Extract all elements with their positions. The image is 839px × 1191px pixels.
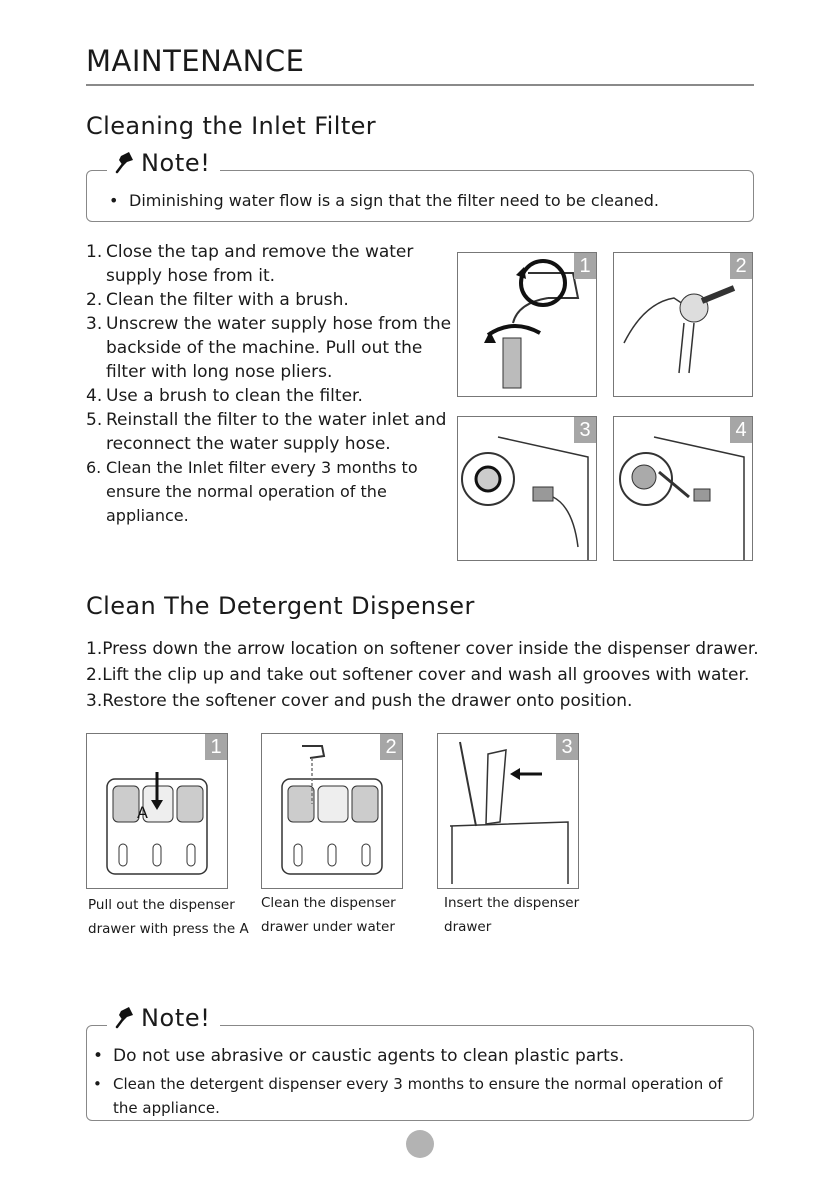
step-item: 1. Close the tap and remove the water supply hose from it.: [86, 242, 414, 286]
figure-number: 2: [730, 253, 752, 279]
note-header: [107, 1004, 220, 1032]
inlet-filter-note: [86, 149, 754, 222]
dispenser-step: 1.Press down the arrow location on softener cover inside the dispenser drawer.: [86, 639, 759, 659]
page-number-marker: [406, 1130, 434, 1158]
note-bullet: • Diminishing water flow is a sign that the filter need to be cleaned.: [109, 191, 659, 210]
step-item: 5. Reinstall the filter to the water inlet and reconnect the water supply hose.: [86, 410, 447, 454]
inlet-figure-4: [613, 416, 753, 561]
inlet-filter-steps: [86, 240, 456, 528]
figure-number: 1: [205, 734, 227, 760]
note-bullet: • Clean the detergent dispenser every 3 months to ensure the normal operation of the appliance.: [93, 1072, 733, 1120]
dispenser-heading: Clean The Detergent Dispenser: [86, 592, 475, 620]
bullet-dot-icon: •: [93, 1075, 102, 1093]
note-bullet: • Do not use abrasive or caustic agents to clean plastic parts.: [93, 1046, 625, 1066]
pushpin-icon: [113, 1005, 135, 1031]
step-item: 3. Unscrew the water supply hose from the backside of the machine. Pull out the filter with long nose pliers.: [86, 314, 452, 382]
dispenser-steps: [86, 636, 766, 714]
figure-3-caption: Insert the dispenser drawer: [444, 895, 580, 935]
title-divider: [86, 84, 754, 86]
bullet-dot-icon: •: [109, 191, 119, 210]
dispenser-step: 3.Restore the softener cover and push the drawer onto position.: [86, 691, 633, 711]
inlet-filter-heading: Cleaning the Inlet Filter: [86, 112, 377, 140]
dispenser-figure-1: [86, 733, 228, 889]
inlet-figure-3: [457, 416, 597, 561]
dispenser-figure-3: [437, 733, 579, 889]
figure-number: 3: [556, 734, 578, 760]
dispenser-figure-2: [261, 733, 403, 889]
figure-number: 4: [730, 417, 752, 443]
step-item: 2. Clean the filter with a brush.: [86, 290, 349, 310]
figure-2-caption: Clean the dispenser drawer under water: [261, 895, 396, 935]
bottom-note: [86, 1004, 754, 1121]
dispenser-step: 2.Lift the clip up and take out softener cover and wash all grooves with water.: [86, 665, 750, 685]
inlet-figure-1: [457, 252, 597, 397]
figure-number: 2: [380, 734, 402, 760]
page-title: MAINTENANCE: [86, 44, 305, 78]
figure-1-caption: Pull out the dispenser drawer with press the A: [88, 897, 249, 937]
note-label: Note!: [141, 149, 211, 177]
figure-number: 3: [574, 417, 596, 443]
step-item: 6. Clean the Inlet filter every 3 months to ensure the normal operation of the appliance.: [86, 458, 418, 525]
figure-number: 1: [574, 253, 596, 279]
note-header: [107, 149, 220, 177]
step-item: 4. Use a brush to clean the filter.: [86, 386, 363, 406]
bullet-dot-icon: •: [93, 1046, 104, 1066]
inlet-figure-2: [613, 252, 753, 397]
pushpin-icon: [113, 150, 135, 176]
note-label: Note!: [141, 1004, 211, 1032]
marker-label: A: [137, 803, 148, 822]
